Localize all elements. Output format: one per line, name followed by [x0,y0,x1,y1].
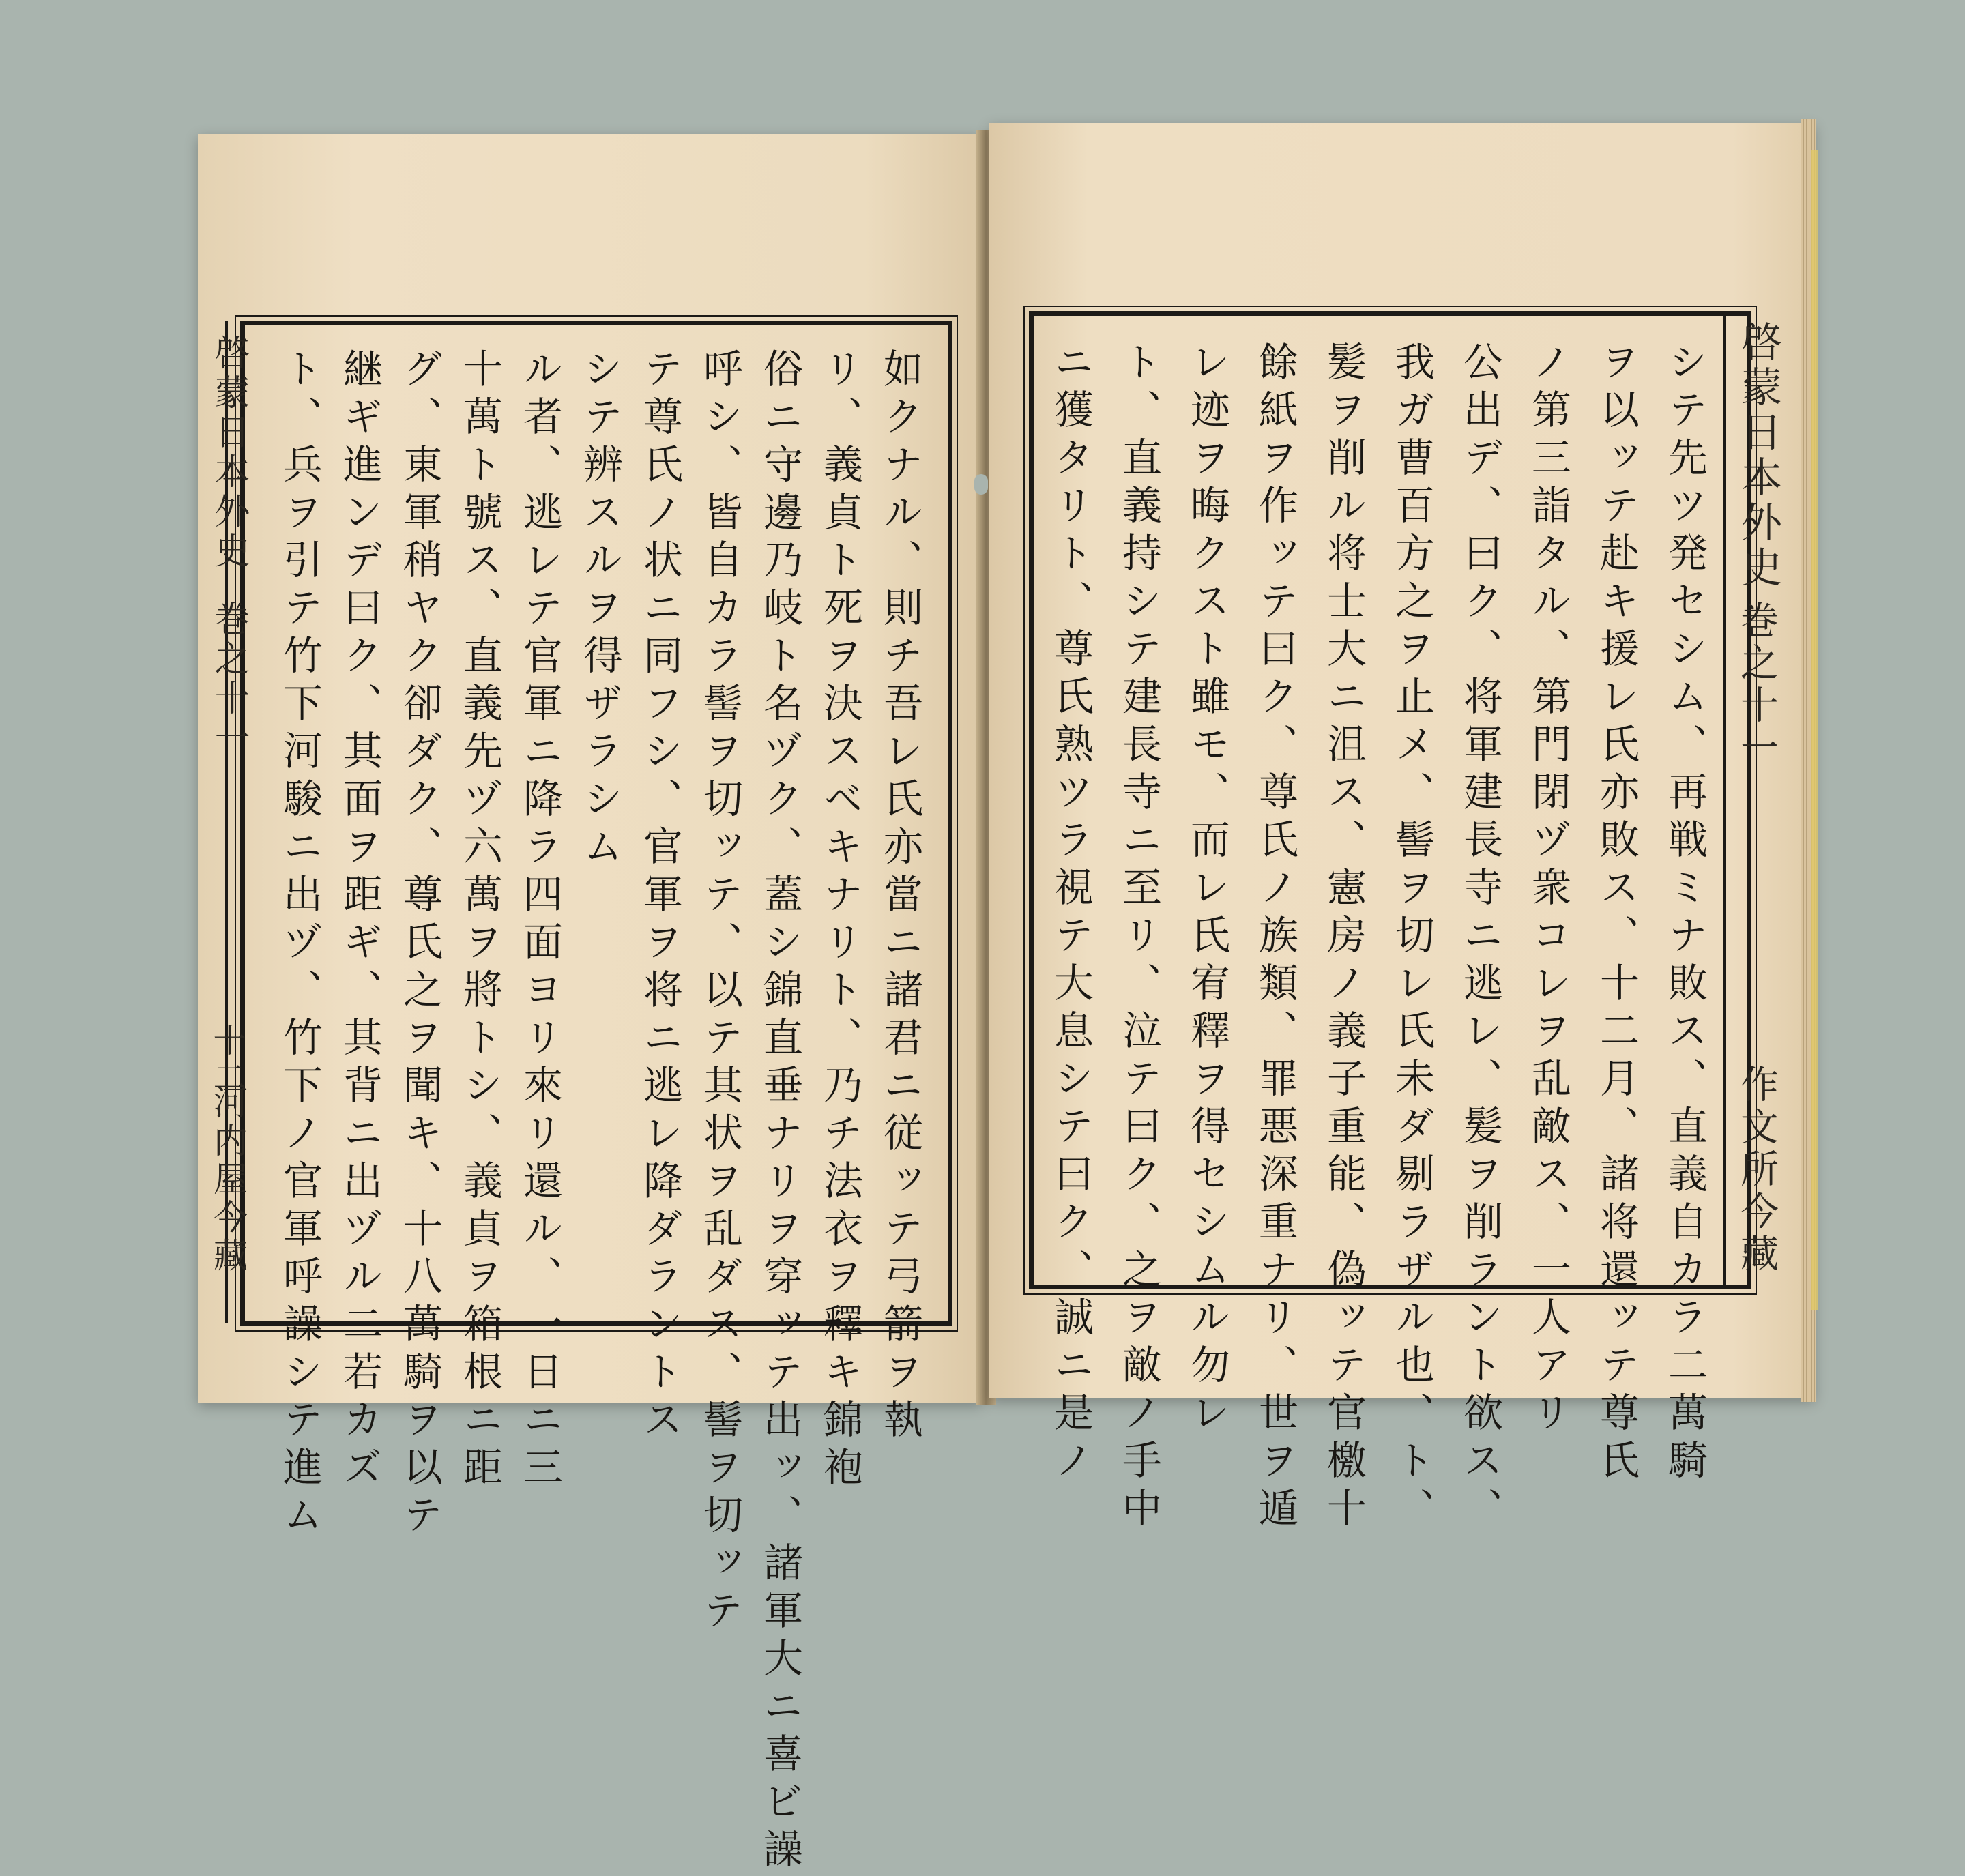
left-text-column-10: 継ギ進ンデ曰ク、其面ヲ距ギ、其背ニ出ヅル二若カズ [336,348,383,1494]
left-text-column-6: シテ辨スルヲ得ザラシム [577,348,623,873]
right-text-column-4: 公出デ、曰ク、将軍建長寺ニ逃レ、髪ヲ削ラント欲ス、 [1457,341,1503,1535]
left-book-title: 啓蒙日本外史 [208,334,249,572]
left-text-column-11: ト、兵ヲ引テ竹下河駿ニ出ヅ、竹下ノ官軍呼譟シテ進ム [276,348,323,1542]
right-text-column-7: 餘紙ヲ作ッテ曰ク、尊氏ノ族類、罪悪深重ナリ、世ヲ遁 [1252,341,1298,1535]
left-text-column-1: 如クナル、則チ吾レ氏亦當ニ諸君ニ従ッテ弓箭ヲ執 [877,348,923,1446]
right-text-column-10: ニ獲タリト、尊氏熟ツラ視テ大息シテ曰ク、誠ニ是ノ [1047,341,1094,1487]
left-text-column-3: 俗ニ守邊乃岐ト名ヅク、蓋シ錦直垂ナリヲ穿ッテ出ッ、諸軍大ニ喜ビ譟 [757,348,803,1876]
right-text-column-1: シテ先ツ発セシム、再戦ミナ敗ス、直義自カラ二萬騎 [1661,341,1708,1487]
left-volume-label: 巻之十一 [208,600,249,759]
left-text-column-2: リ、義貞ト死ヲ決スベキナリト、乃チ法衣ヲ釋キ錦袍 [817,348,863,1494]
right-title-rule [1723,311,1726,1287]
page-edge-color [1811,150,1818,1310]
left-folio-number: 十二 [207,1023,246,1097]
right-text-column-3: ノ第三詣タル、第門閉ヅ衆コレヲ乱敵ス、一人アリ [1525,341,1571,1439]
right-text-column-5: 我ガ曹百方之ヲ止メ、髻ヲ切レ氏未ダ剔ラザル也、ト、 [1388,341,1435,1535]
fold-mark [974,474,988,495]
right-text-column-6: 髪ヲ削ル将士大ニ沮ス、憲房ノ義子重能、偽ッテ官檄十 [1320,341,1367,1535]
left-text-column-4: 呼シ、皆自カラ髻ヲ切ッテ、以テ其状ヲ乱ダス、髻ヲ切ッテ [697,348,743,1637]
left-publisher-mark: 河内屋今藏 [208,1085,248,1276]
right-text-column-9: ト、直義持シテ建長寺ニ至リ、泣テ曰ク、之ヲ敵ノ手中 [1116,341,1162,1535]
left-text-column-8: 十萬ト號ス、直義先ヅ六萬ヲ將トシ、義貞ヲ箱根ニ距 [456,348,503,1494]
right-book-title: 啓蒙日本外史 [1734,321,1782,591]
right-text-column-2: ヲ以ッテ赴キ援レ氏亦敗ス、十二月、諸将還ッテ尊氏 [1593,341,1640,1487]
right-publisher-mark: 作文所今藏 [1734,1064,1779,1276]
left-text-column-9: グ、東軍稍ヤク卻ダク、尊氏之ヲ聞キ、十八萬騎ヲ以テ [396,348,443,1542]
left-text-column-5: テ尊氏ノ状ニ同フシ、官軍ヲ将ニ逃レ降ダラントス [637,348,683,1446]
right-text-column-8: レ迹ヲ晦クスト雖モ、而レ氏宥釋ヲ得セシムル勿レ [1184,341,1230,1439]
right-volume-label: 巻之十一 [1734,600,1779,770]
left-text-column-7: ル者、逃レテ官軍ニ降ラ四面ヨリ來リ還ル、一日ニ三 [516,348,563,1494]
